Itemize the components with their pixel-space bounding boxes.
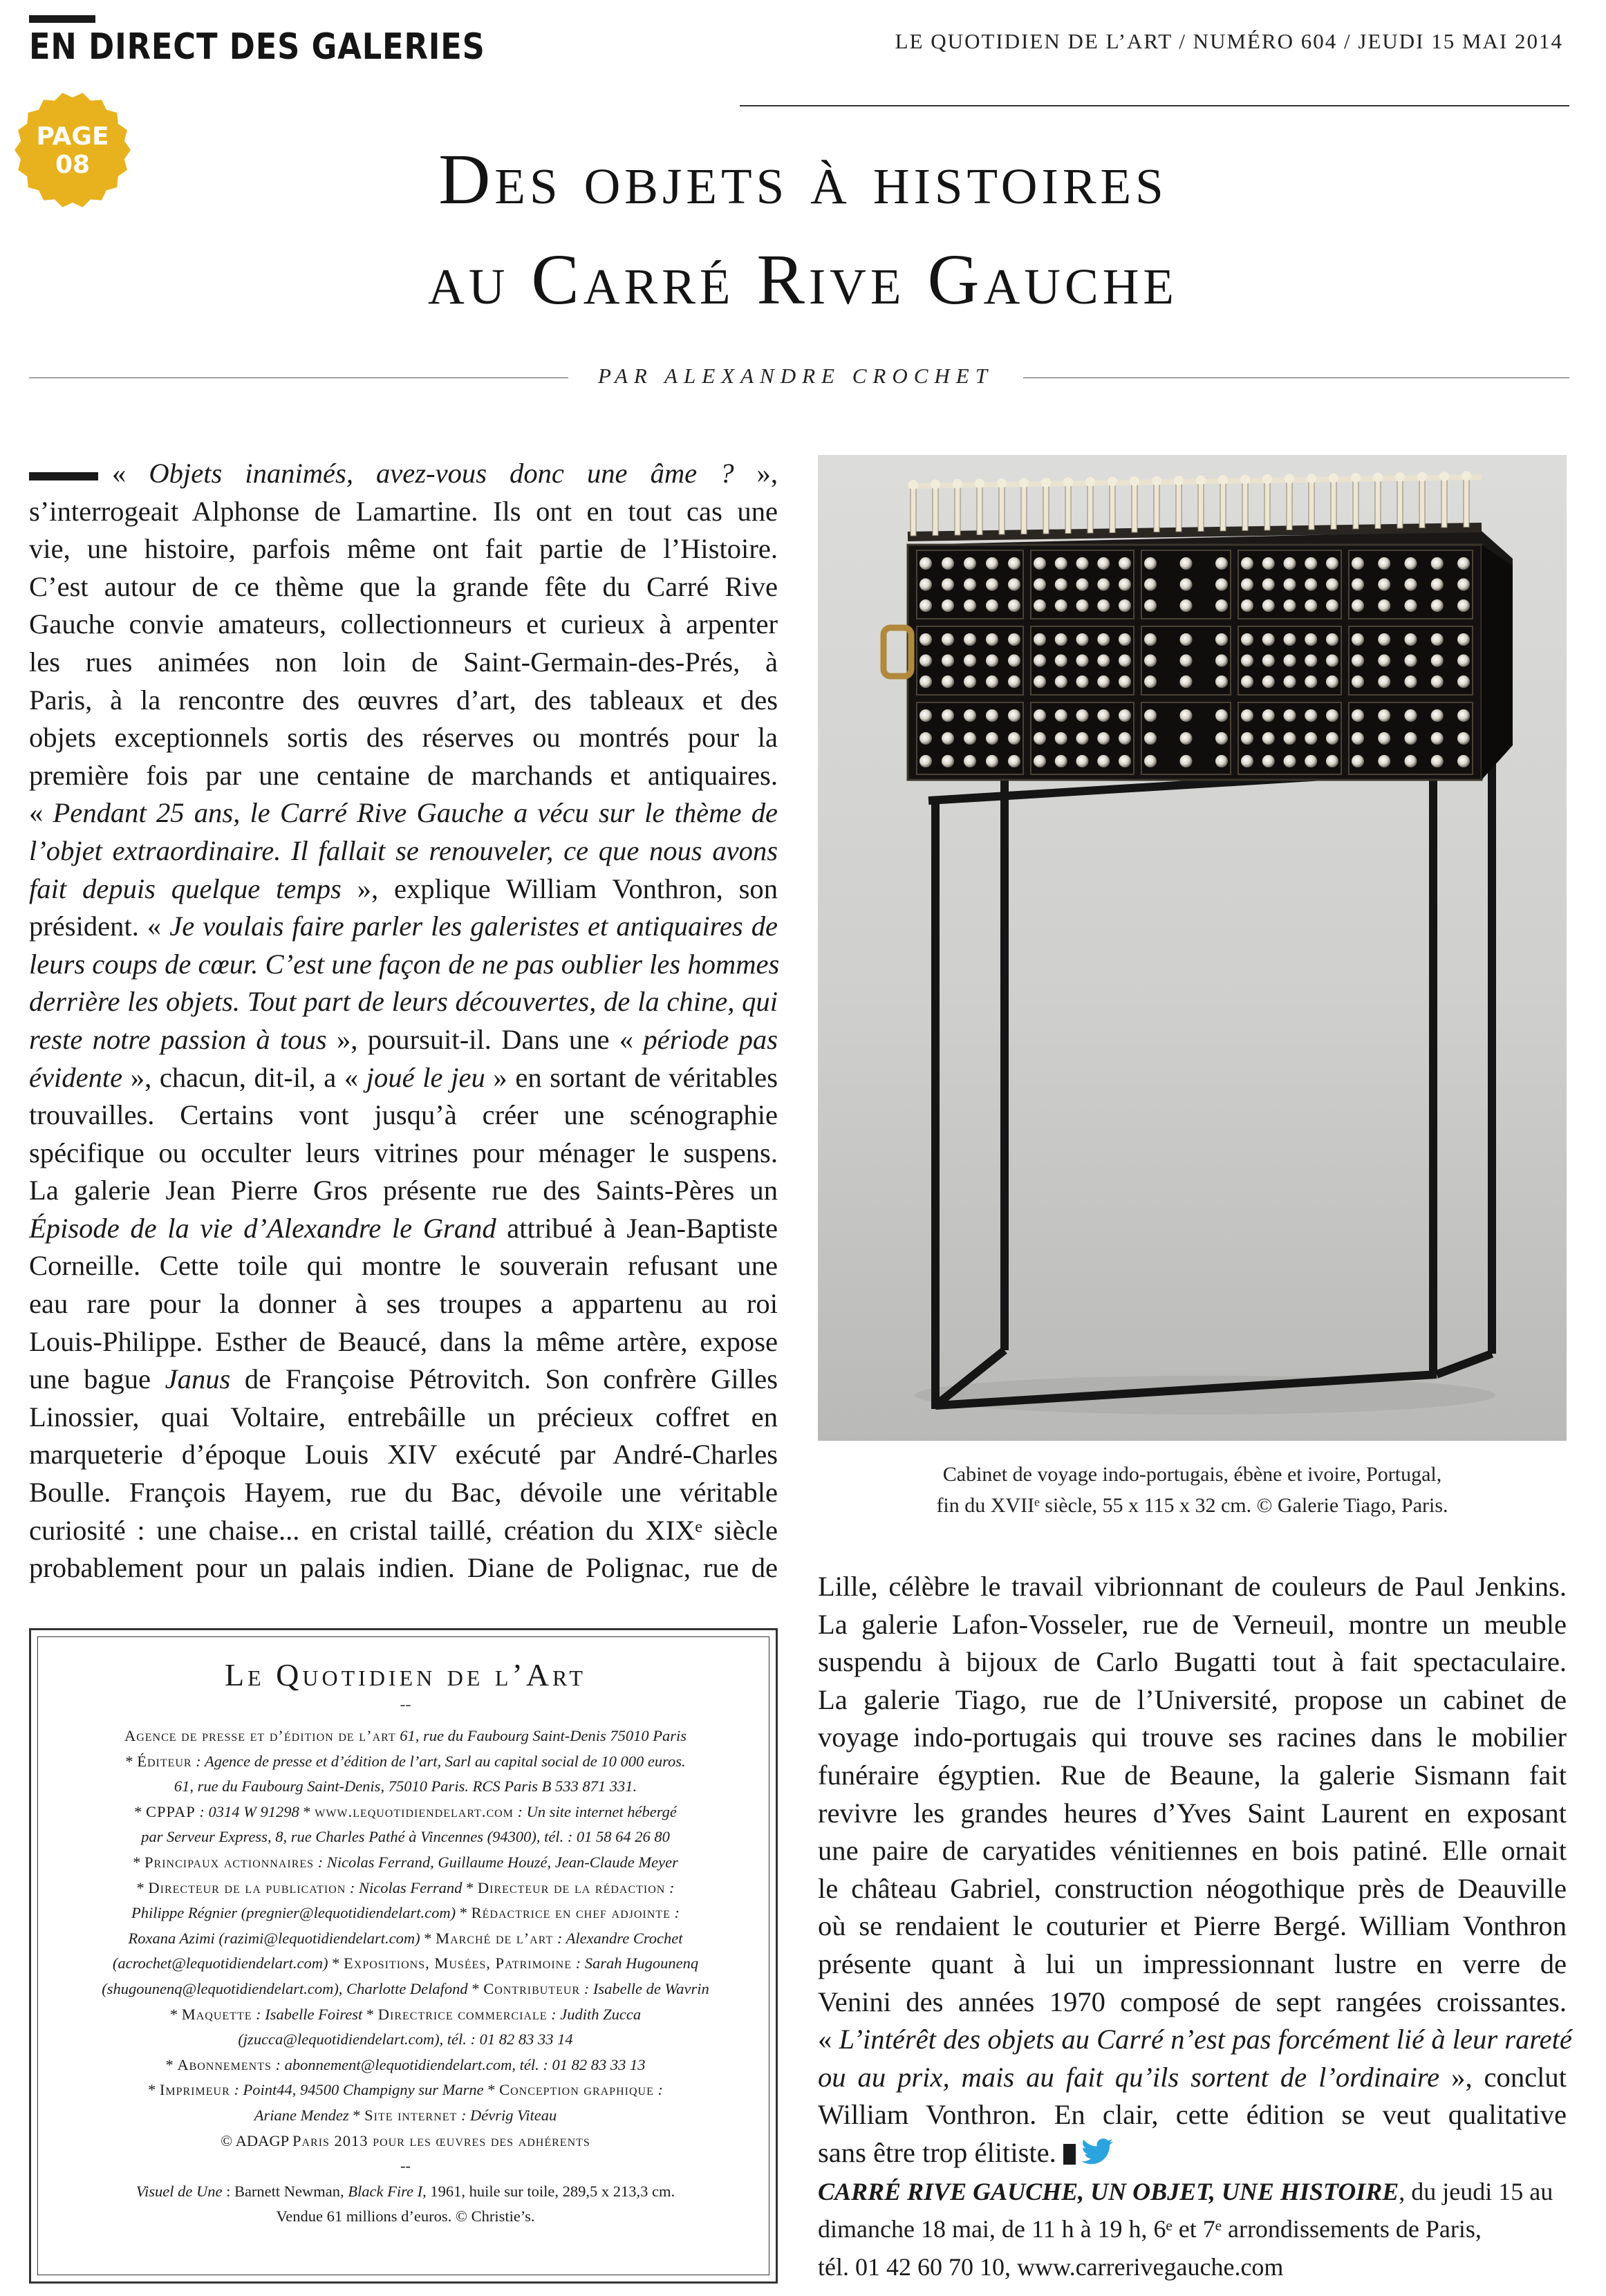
article-body-left	[29, 455, 778, 1587]
masthead-line: (acrochet@lequotidiendelart.com) * Expositions, Musées, Patrimoine : Sarah Hugounenq	[112, 1954, 699, 1972]
text-line: William Vonthron. En clair, cette édition se veut qualitative	[818, 2099, 1567, 2131]
text-line: funéraire égyptien. Rue de Beaune, la galerie Sismann fait	[818, 1759, 1567, 1791]
text-line: les rues animées non loin de Saint-Germain-des-Prés, à	[29, 646, 778, 678]
text-line: une paire de caryatides vénitiennes en bois patiné. Elle ornait	[818, 1835, 1567, 1867]
section-label: EN DIRECT DES GALERIES	[29, 26, 485, 68]
masthead-line: Vendue 61 millions d’euros. © Christie’s.	[276, 2208, 535, 2225]
text-line: où se rendaient le couturier et Pierre Bergé. William Vonthron	[818, 1910, 1567, 1942]
text-line: s’interrogeait Alphonse de Lamartine. Ils ont en tout cas une	[29, 495, 778, 527]
cabinet-illustration	[818, 455, 1567, 1441]
text-line: probablement pour un palais indien. Diane de Polignac, rue de	[29, 1552, 778, 1584]
text-line: sans être trop élitiste.	[818, 2134, 1567, 2172]
text-line: « L’intérêt des objets au Carré n’est pas forcément lié à leur rareté	[818, 2024, 1572, 2055]
text-line: Boulle. François Hayem, rue du Bac, dévoile une véritable	[29, 1477, 778, 1509]
text-line: Venini des années 1970 composé de sept rangées croissantes.	[818, 1986, 1567, 2017]
text-line: le château Gabriel, construction néogothique près de Deauville	[818, 1872, 1567, 1904]
twitter-bird-icon[interactable]	[1081, 2138, 1113, 2165]
text-line: suspendu à bijoux de Carlo Bugatti tout à fait spectaculaire.	[818, 1646, 1567, 1678]
masthead-line: 61, rue du Faubourg Saint-Denis, 75010 Paris. RCS Paris B 533 871 331.	[174, 1777, 637, 1795]
masthead-line: (jzucca@lequotidiendelart.com), tél. : 01 82 83 33 14	[238, 2031, 573, 2048]
article-body-right	[818, 1568, 1572, 2285]
text-line: spécifique ou occulter leurs vitrines pour ménager le suspens.	[29, 1137, 778, 1168]
text-line: évidente », chacun, dit-il, a « joué le jeu » en sortant de véritables	[29, 1061, 778, 1093]
text-line: revivre les grandes heures d’Yves Saint Laurent en exposant	[818, 1797, 1567, 1829]
text-line: « Pendant 25 ans, le Carré Rive Gauche a vécu sur le thème de	[29, 797, 778, 829]
text-line: reste notre passion à tous », poursuit-il. Dans une « période pas	[29, 1023, 778, 1055]
text-line: vie, une histoire, parfois même ont fait partie de l’Histoire.	[29, 533, 778, 565]
masthead-line: * Maquette : Isabelle Foirest * Directrice commerciale : Judith Zucca	[169, 2005, 642, 2023]
header-rule	[740, 105, 1569, 106]
byline-rule-left	[29, 377, 568, 378]
masthead-line: * Directeur de la publication : Nicolas Ferrand * Directeur de la rédaction :	[136, 1878, 675, 1896]
byline-rule-right	[1023, 377, 1569, 378]
text-line: Épisode de la vie d’Alexandre le Grand attribué à Jean-Baptiste	[29, 1212, 778, 1244]
text-line: Corneille. Cette toile qui montre le souverain refusant une	[29, 1250, 778, 1282]
photo-caption	[818, 1459, 1567, 1521]
masthead-line: par Serveur Express, 8, rue Charles Pathé à Vincennes (94300), tél. : 01 58 64 26 80	[141, 1828, 670, 1846]
text-line: l’objet extraordinaire. Il fallait se renouveler, ce que nous avons	[29, 834, 778, 866]
text-line: ou au prix, mais au fait qu’ils sortent de l’ordinaire », conclut	[818, 2061, 1567, 2093]
text-line: président. « Je voulais faire parler les galeristes et antiquaires de	[29, 911, 778, 942]
text-line: leurs coups de cœur. C’est une façon de ne pas oublier les hommes	[29, 948, 780, 980]
text-line: Lille, célèbre le travail vibrionnant de couleurs de Paul Jenkins.	[818, 1571, 1567, 1602]
badge-number: 08	[55, 151, 91, 179]
text-line: Louis-Philippe. Esther de Beaucé, dans la même artère, expose	[29, 1325, 778, 1357]
text-line: marqueterie d’époque Louis XIV exécuté par André-Charles	[29, 1439, 778, 1471]
text-line: présente quant à lui un impressionnant lustre en verre de	[818, 1948, 1567, 1979]
masthead-line: Visuel de Une : Barnett Newman, Black Fire I, 1961, huile sur toile, 289,5 x 213,3 cm.	[136, 2182, 675, 2200]
issue-info: LE QUOTIDIEN DE L’ART / NUMÉRO 604 / JEUDI 15 MAI 2014	[895, 29, 1563, 53]
text-line: Gauche convie amateurs, collectionneurs et curieux à arpenter	[29, 608, 778, 640]
article-title-line-2: au Carré Rive Gauche	[427, 240, 1179, 319]
section-bar	[29, 15, 95, 23]
masthead-line: * Principaux actionnaires : Nicolas Ferrand, Guillaume Houzé, Jean-Claude Meyer	[133, 1853, 678, 1871]
masthead-line: * Abonnements : abonnement@lequotidiendelart.com, tél. : 01 82 83 33 13	[165, 2055, 646, 2073]
masthead-box	[29, 1628, 778, 2284]
masthead-line: --	[400, 2157, 411, 2175]
masthead-title: Le Quotidien de l’Art	[225, 1657, 586, 1692]
event-info-line: dimanche 18 mai, de 11 h à 19 h, 6ᵉ et 7ᵉ arrondissements de Paris,	[818, 2215, 1482, 2243]
text-line: une bague Janus de Françoise Pétrovitch. Son confrère Gilles	[29, 1363, 778, 1395]
text-line: eau rare pour la donner à ses troupes a appartenu au roi	[29, 1288, 778, 1320]
photo-caption-line-2: fin du XVIIᵉ siècle, 55 x 115 x 32 cm. © Galerie Tiago, Paris.	[936, 1494, 1448, 1517]
lead-bar	[29, 472, 98, 480]
masthead-divider: --	[400, 1696, 411, 1714]
text-line: curiosité : une chaise... en cristal taillé, création du XIXᵉ siècle	[29, 1514, 778, 1546]
masthead-line: © ADAGP Paris 2013 pour les œuvres des adhérents	[221, 2131, 590, 2149]
masthead-line: Roxana Azimi (razimi@lequotidiendelart.com) * Marché de l’art : Alexandre Crochet	[128, 1929, 683, 1947]
masthead-credits	[59, 1724, 752, 2230]
end-mark	[1063, 2144, 1076, 2165]
text-line: La galerie Tiago, rue de l’Université, propose un cabinet de	[818, 1683, 1567, 1715]
masthead-line: (shugounenq@lequotidiendelart.com), Charlotte Delafond * Contributeur : Isabelle de Wavrin	[102, 1979, 709, 1997]
masthead-line: * Imprimeur : Point44, 94500 Champigny sur Marne * Conception graphique :	[148, 2081, 663, 2099]
masthead-line: Ariane Mendez * Site internet : Dévrig Viteau	[254, 2106, 557, 2124]
masthead-line: * Éditeur : Agence de presse et d’édition de l’art, Sarl au capital social de 10 000 euros.	[125, 1752, 686, 1770]
text-line: C’est autour de ce thème que la grande fête du Carré Rive	[29, 570, 778, 602]
masthead-line: * CPPAP : 0314 W 91298 * www.lequotidiendelart.com : Un site internet hébergé	[134, 1802, 677, 1820]
text-line: Paris, à la rencontre des œuvres d’art, des tableaux et des	[29, 684, 778, 716]
text-line: trouvailles. Certains vont jusqu’à créer une scénographie	[29, 1099, 778, 1131]
text-line: objets exceptionnels sortis des réserves ou montrés pour la	[29, 722, 778, 754]
text-line: La galerie Jean Pierre Gros présente rue des Saints-Pères un	[29, 1175, 778, 1206]
text-line: derrière les objets. Tout part de leurs découvertes, de la chine, qui	[29, 986, 778, 1018]
event-info-line: tél. 01 42 60 70 10, www.carrerivegauche.com	[818, 2252, 1284, 2281]
text-line: première fois par une centaine de marchands et antiquaires.	[29, 759, 778, 791]
article-title-line-1: Des objets à histoires	[438, 140, 1168, 219]
text-line: voyage indo-portugais qui trouve ses racines dans le mobilier	[818, 1721, 1567, 1753]
text-line: Linossier, quai Voltaire, entrebâille un précieux coffret en	[29, 1401, 778, 1432]
text-line: La galerie Lafon-Vosseler, rue de Verneuil, montre un meuble	[818, 1608, 1567, 1640]
photo-caption-line-1: Cabinet de voyage indo-portugais, ébène et ivoire, Portugal,	[942, 1463, 1442, 1486]
masthead-line: Agence de presse et d’édition de l’art 61, rue du Faubourg Saint-Denis 75010 Paris	[124, 1727, 687, 1744]
badge-label: PAGE	[36, 122, 109, 151]
text-line: fait depuis quelque temps », explique William Vonthron, son	[29, 872, 778, 904]
cabinet-photo	[818, 455, 1567, 1441]
event-info-line: CARRÉ RIVE GAUCHE, UN OBJET, UNE HISTOIRE, du jeudi 15 au	[818, 2177, 1553, 2205]
masthead-line: Philippe Régnier (pregnier@lequotidiendelart.com) * Rédactrice en chef adjointe :	[131, 1904, 680, 1922]
byline: PAR ALEXANDRE CROCHET	[598, 364, 993, 388]
text-line: « Objets inanimés, avez-vous donc une âme ? »,	[29, 455, 778, 493]
